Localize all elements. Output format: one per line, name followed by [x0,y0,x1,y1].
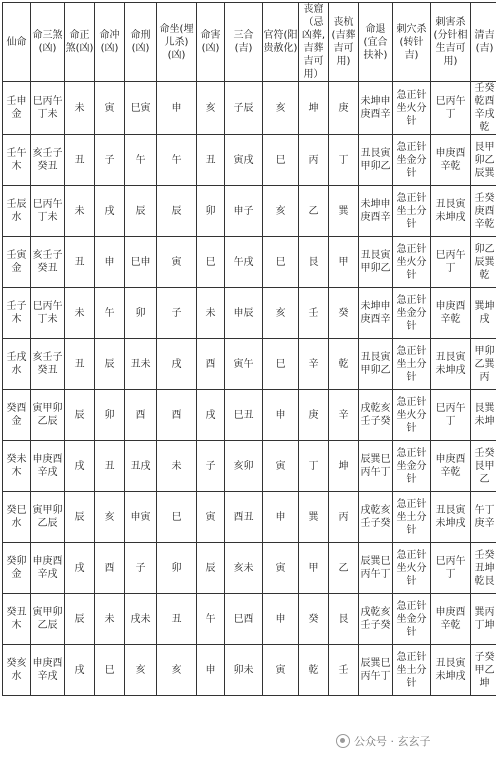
table-cell: 申庚酉辛乾 [431,441,471,492]
column-header: 丧窟（忌凶葬,吉葬吉可用） [299,3,329,82]
table-cell: 庚 [329,82,359,135]
table-cell: 艮 [329,594,359,645]
table-cell: 辰巽巳丙午丁 [359,543,393,594]
table-cell: 辛 [329,390,359,441]
table-cell: 壬 [299,288,329,339]
table-cell: 戌乾亥壬子癸 [359,594,393,645]
table-cell: 申庚酉辛乾 [431,288,471,339]
table-cell: 急正针坐金分针 [393,288,431,339]
table-cell: 壬 [329,645,359,696]
table-cell: 未坤申庚酉辛 [359,186,393,237]
table-cell: 巽坤戌 [471,288,496,339]
table-cell: 申 [157,82,197,135]
table-cell: 辰 [65,594,95,645]
table-cell: 卯未 [225,645,263,696]
table-cell: 卯乙辰巽乾 [471,237,496,288]
table-cell: 坤 [329,441,359,492]
table-cell: 申庚酉辛乾 [431,135,471,186]
table-cell: 午 [95,288,125,339]
table-cell: 巳丙午丁未 [31,82,65,135]
watermark-text: 公众号 · 玄玄子 [354,735,431,748]
table-cell: 巳丙午丁 [431,82,471,135]
table-cell: 壬癸乾酉辛戌乾 [471,82,496,135]
column-header: 刺穴杀(转针吉) [393,3,431,82]
table-cell: 申 [263,594,299,645]
table-cell: 丙 [329,492,359,543]
table-cell: 急正针坐土分针 [393,186,431,237]
table-cell: 巳寅 [125,82,157,135]
table-row [3,82,496,135]
column-header: 仙命 [3,3,31,82]
table-cell: 辰巽巳丙午丁 [359,645,393,696]
table-cell: 卯 [197,186,225,237]
table-row [3,186,496,237]
table-cell: 申 [197,645,225,696]
column-header: 命坐(埋儿杀)(凶) [157,3,197,82]
table-cell: 急正针坐土分针 [393,645,431,696]
table-cell: 亥壬子癸丑 [31,135,65,186]
table-cell: 寅 [263,543,299,594]
table-cell: 急正针坐金分针 [393,441,431,492]
table-cell: 寅戌 [225,135,263,186]
table-cell: 辰 [95,339,125,390]
table-cell: 亥 [263,288,299,339]
table-cell: 巳丙午丁 [431,390,471,441]
table-cell: 丑艮寅未坤戌 [431,492,471,543]
table-cell: 艮甲卯乙辰巽 [471,135,496,186]
table-cell: 辰 [125,186,157,237]
column-header: 命刑(凶) [125,3,157,82]
table-cell: 酉丑 [225,492,263,543]
table-cell: 丑艮寅甲卯乙 [359,339,393,390]
table-cell: 辰 [65,390,95,441]
table-cell: 寅 [197,492,225,543]
table-cell: 亥 [95,492,125,543]
table-cell: 巳 [263,135,299,186]
table-cell: 巳 [263,339,299,390]
table-cell: 亥壬子癸丑 [31,339,65,390]
table-cell: 戌 [95,186,125,237]
table-cell: 壬子木 [3,288,31,339]
header-row [3,3,496,82]
table-row [3,645,496,696]
table-cell: 癸 [329,288,359,339]
table-cell: 申子 [225,186,263,237]
table-cell: 癸丑木 [3,594,31,645]
table-cell: 戌乾亥壬子癸 [359,492,393,543]
table-cell: 午戌 [225,237,263,288]
column-header: 清吉(吉) [471,3,496,82]
table-cell: 戌 [197,390,225,441]
table-cell: 庚 [299,390,329,441]
table-cell: 壬癸丑坤乾艮 [471,543,496,594]
table-cell: 丑 [157,594,197,645]
table-cell: 亥卯 [225,441,263,492]
table-cell: 寅 [263,441,299,492]
table-cell: 巳 [95,645,125,696]
table-cell: 巳 [197,237,225,288]
table-cell: 申寅 [125,492,157,543]
table-cell: 卯 [125,288,157,339]
table-row [3,543,496,594]
table-cell: 辰 [197,543,225,594]
table-cell: 未 [65,288,95,339]
table-cell: 子 [157,288,197,339]
table-cell: 甲 [299,543,329,594]
column-header: 命正煞(凶) [65,3,95,82]
table-cell: 申 [263,492,299,543]
table-cell: 癸 [299,594,329,645]
table-cell: 坤 [299,82,329,135]
wechat-icon [336,734,350,748]
table-cell: 巳丙午丁 [431,237,471,288]
table-cell: 丑 [65,237,95,288]
table-cell: 酉 [157,390,197,441]
grave-taboo-table [2,2,496,696]
table-row [3,288,496,339]
table-cell: 急正针坐土分针 [393,339,431,390]
table-cell: 乙 [299,186,329,237]
table-row [3,135,496,186]
table-cell: 巳丑 [225,390,263,441]
table-cell: 壬戌水 [3,339,31,390]
table-cell: 壬寅金 [3,237,31,288]
table-cell: 辰巽巳丙午丁 [359,441,393,492]
table-cell: 丑艮寅甲卯乙 [359,135,393,186]
table-cell: 巽丙丁坤 [471,594,496,645]
column-header: 命退(宜合扶补) [359,3,393,82]
table-cell: 甲 [329,237,359,288]
table-cell: 丁 [329,135,359,186]
table-row [3,441,496,492]
table-cell: 子辰 [225,82,263,135]
table-cell: 急正针坐火分针 [393,237,431,288]
table-cell: 巽 [329,186,359,237]
table-cell: 午 [125,135,157,186]
table-cell: 丑艮寅甲卯乙 [359,237,393,288]
table-cell: 癸酉金 [3,390,31,441]
table-cell: 申 [263,390,299,441]
table-cell: 乾 [329,339,359,390]
table-cell: 辛 [299,339,329,390]
table-cell: 巽 [299,492,329,543]
table-cell: 子 [125,543,157,594]
table-cell: 申辰 [225,288,263,339]
table-cell: 寅 [95,82,125,135]
column-header: 命三煞(凶) [31,3,65,82]
table-cell: 壬辰水 [3,186,31,237]
table-row [3,390,496,441]
column-header: 丧杭(吉葬吉可用) [329,3,359,82]
table-cell: 丑 [197,135,225,186]
table-cell: 丑艮寅未坤戌 [431,645,471,696]
table-cell: 急正针坐火分针 [393,390,431,441]
table-body [3,82,496,696]
table-cell: 未 [65,82,95,135]
table-cell: 申庚酉辛戌 [31,543,65,594]
table-cell: 亥 [157,645,197,696]
table-cell: 丑 [95,441,125,492]
table-cell: 壬癸艮甲乙 [471,441,496,492]
table-cell: 酉 [125,390,157,441]
table-cell: 辰 [157,186,197,237]
table-row [3,339,496,390]
table-cell: 戌乾亥壬子癸 [359,390,393,441]
table-cell: 癸卯金 [3,543,31,594]
table-cell: 亥壬子癸丑 [31,237,65,288]
table-cell: 丑 [65,339,95,390]
table-cell: 巳酉 [225,594,263,645]
table-cell: 巳丙午丁 [431,543,471,594]
table-cell: 壬午木 [3,135,31,186]
table-cell: 辰 [65,492,95,543]
table-cell: 申庚酉辛戌 [31,645,65,696]
table-cell: 寅甲卯乙辰 [31,492,65,543]
table-cell: 乾 [299,645,329,696]
column-header: 刺害杀(分针相生吉可用) [431,3,471,82]
table-cell: 急正针坐金分针 [393,594,431,645]
table-row [3,594,496,645]
table-cell: 急正针坐火分针 [393,82,431,135]
table-cell: 亥 [197,82,225,135]
table-cell: 丑艮寅未坤戌 [431,339,471,390]
table-cell: 丑艮寅未坤戌 [431,186,471,237]
table-cell: 癸亥水 [3,645,31,696]
table-cell: 丑未 [125,339,157,390]
table-cell: 乙 [329,543,359,594]
table-cell: 午 [157,135,197,186]
table-cell: 亥 [263,186,299,237]
table-cell: 寅甲卯乙辰 [31,390,65,441]
table-cell: 巳丙午丁未 [31,186,65,237]
table-cell: 丁 [299,441,329,492]
table-cell: 卯 [157,543,197,594]
table-cell: 巳丙午丁未 [31,288,65,339]
table-cell: 申庚酉辛戌 [31,441,65,492]
table-cell: 未坤申庚酉辛 [359,82,393,135]
table-cell: 癸未木 [3,441,31,492]
table-cell: 急正针坐火分针 [393,543,431,594]
table-cell: 子 [95,135,125,186]
watermark [336,730,488,752]
column-header: 三合(吉) [225,3,263,82]
table-row [3,237,496,288]
table-cell: 亥 [125,645,157,696]
table-row [3,492,496,543]
table-cell: 未 [95,594,125,645]
table-cell: 壬癸庚酉辛乾 [471,186,496,237]
table-cell: 子 [197,441,225,492]
table-cell: 酉 [197,339,225,390]
table-cell: 未 [197,288,225,339]
table-cell: 巳申 [125,237,157,288]
table-cell: 寅 [157,237,197,288]
table-cell: 寅午 [225,339,263,390]
table-cell: 戌 [157,339,197,390]
table-cell: 戌未 [125,594,157,645]
table-cell: 寅甲卯乙辰 [31,594,65,645]
table-cell: 甲卯乙巽丙 [471,339,496,390]
table-cell: 子癸甲乙坤 [471,645,496,696]
table-cell: 戌 [65,543,95,594]
column-header: 命冲(凶) [95,3,125,82]
table-cell: 急正针坐土分针 [393,492,431,543]
table-cell: 午 [197,594,225,645]
table-cell: 未 [157,441,197,492]
table-cell: 戌 [65,441,95,492]
table-cell: 艮巽未坤 [471,390,496,441]
table-cell: 未坤申庚酉辛 [359,288,393,339]
column-header: 官符(阳贵赦化) [263,3,299,82]
table-cell: 丙 [299,135,329,186]
table-cell: 亥未 [225,543,263,594]
table-cell: 亥 [263,82,299,135]
table-cell: 寅 [263,645,299,696]
table-cell: 癸巳水 [3,492,31,543]
table-cell: 酉 [95,543,125,594]
table-cell: 巳 [157,492,197,543]
table-cell: 戌 [65,645,95,696]
column-header: 命害(凶) [197,3,225,82]
table-cell: 申庚酉辛乾 [431,594,471,645]
table-cell: 午丁庚辛 [471,492,496,543]
table-cell: 未 [65,186,95,237]
table-cell: 丑戌 [125,441,157,492]
table-cell: 巳 [263,237,299,288]
table-cell: 急正针坐金分针 [393,135,431,186]
table-cell: 艮 [299,237,329,288]
table-cell: 卯 [95,390,125,441]
table-cell: 壬申金 [3,82,31,135]
table-cell: 丑 [65,135,95,186]
table-cell: 申 [95,237,125,288]
